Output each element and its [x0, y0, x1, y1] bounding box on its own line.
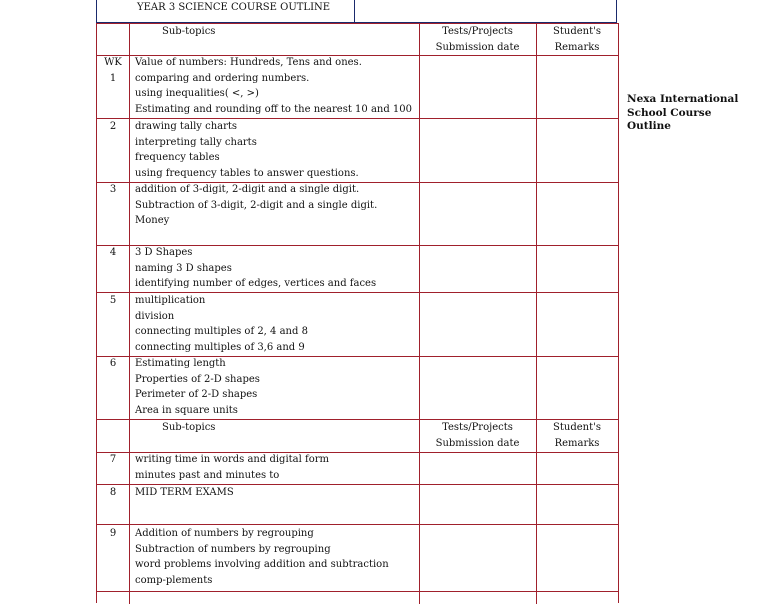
week-number: 1	[109, 72, 117, 84]
week-number: 8	[109, 487, 117, 498]
subtopics-cell: addition of 3-digit, 2-digit and a single digit. Subtraction of 3-digit, 2-digit and a single digit. Money	[135, 184, 378, 227]
header-tests: Tests/Projects Submission date	[435, 422, 520, 449]
week-number: 4	[109, 247, 117, 258]
week-number: 3	[109, 184, 117, 195]
subtopics-cell: Value of numbers: Hundreds, Tens and ones. comparing and ordering numbers. using inequalities( <, >) Estimating and rounding off to the nearest 10 and 100	[135, 57, 413, 115]
header-subtopics: Sub-topics	[162, 26, 216, 37]
row-divider	[96, 591, 619, 592]
header-remarks: Student's Remarks	[553, 26, 601, 53]
subtopics-cell: Estimating length Properties of 2-D shapes Perimeter of 2-D shapes Area in square units	[135, 358, 260, 416]
col-divider-remarks	[536, 24, 537, 604]
week-number: 5	[109, 295, 117, 306]
wk-label: WK	[104, 57, 122, 68]
subtopics-cell: writing time in words and digital form minutes past and minutes to	[135, 454, 329, 481]
header-subtopics: Sub-topics	[162, 422, 216, 433]
col-divider-tests	[419, 24, 420, 604]
page-title: YEAR 3 SCIENCE COURSE OUTLINE	[137, 2, 331, 13]
header-remarks: Student's Remarks	[553, 422, 601, 449]
school-title: Nexa International School Course Outline	[627, 93, 739, 132]
header-tests: Tests/Projects Submission date	[435, 26, 520, 53]
week-number: 7	[109, 454, 117, 465]
subtopics-cell: Addition of numbers by regrouping Subtraction of numbers by regrouping word problems involving addition and subtraction comp-plements	[135, 528, 389, 586]
subtopics-cell: MID TERM EXAMS	[135, 487, 234, 498]
subtopics-cell: 3 D Shapes naming 3 D shapes identifying number of edges, vertices and faces	[135, 247, 377, 290]
title-divider	[354, 0, 355, 23]
week-number: 9	[109, 528, 117, 539]
row-divider	[96, 524, 619, 525]
subtopics-cell: multiplication division connecting multiples of 2, 4 and 8 connecting multiples of 3,6 and 9	[135, 295, 308, 353]
week-cell	[97, 55, 129, 86]
week-number: 6	[109, 358, 117, 369]
col-divider-week	[129, 24, 130, 604]
subtopics-cell: drawing tally charts interpreting tally charts frequency tables using frequency tables to answer questions.	[135, 121, 359, 179]
week-number: 2	[109, 121, 117, 132]
